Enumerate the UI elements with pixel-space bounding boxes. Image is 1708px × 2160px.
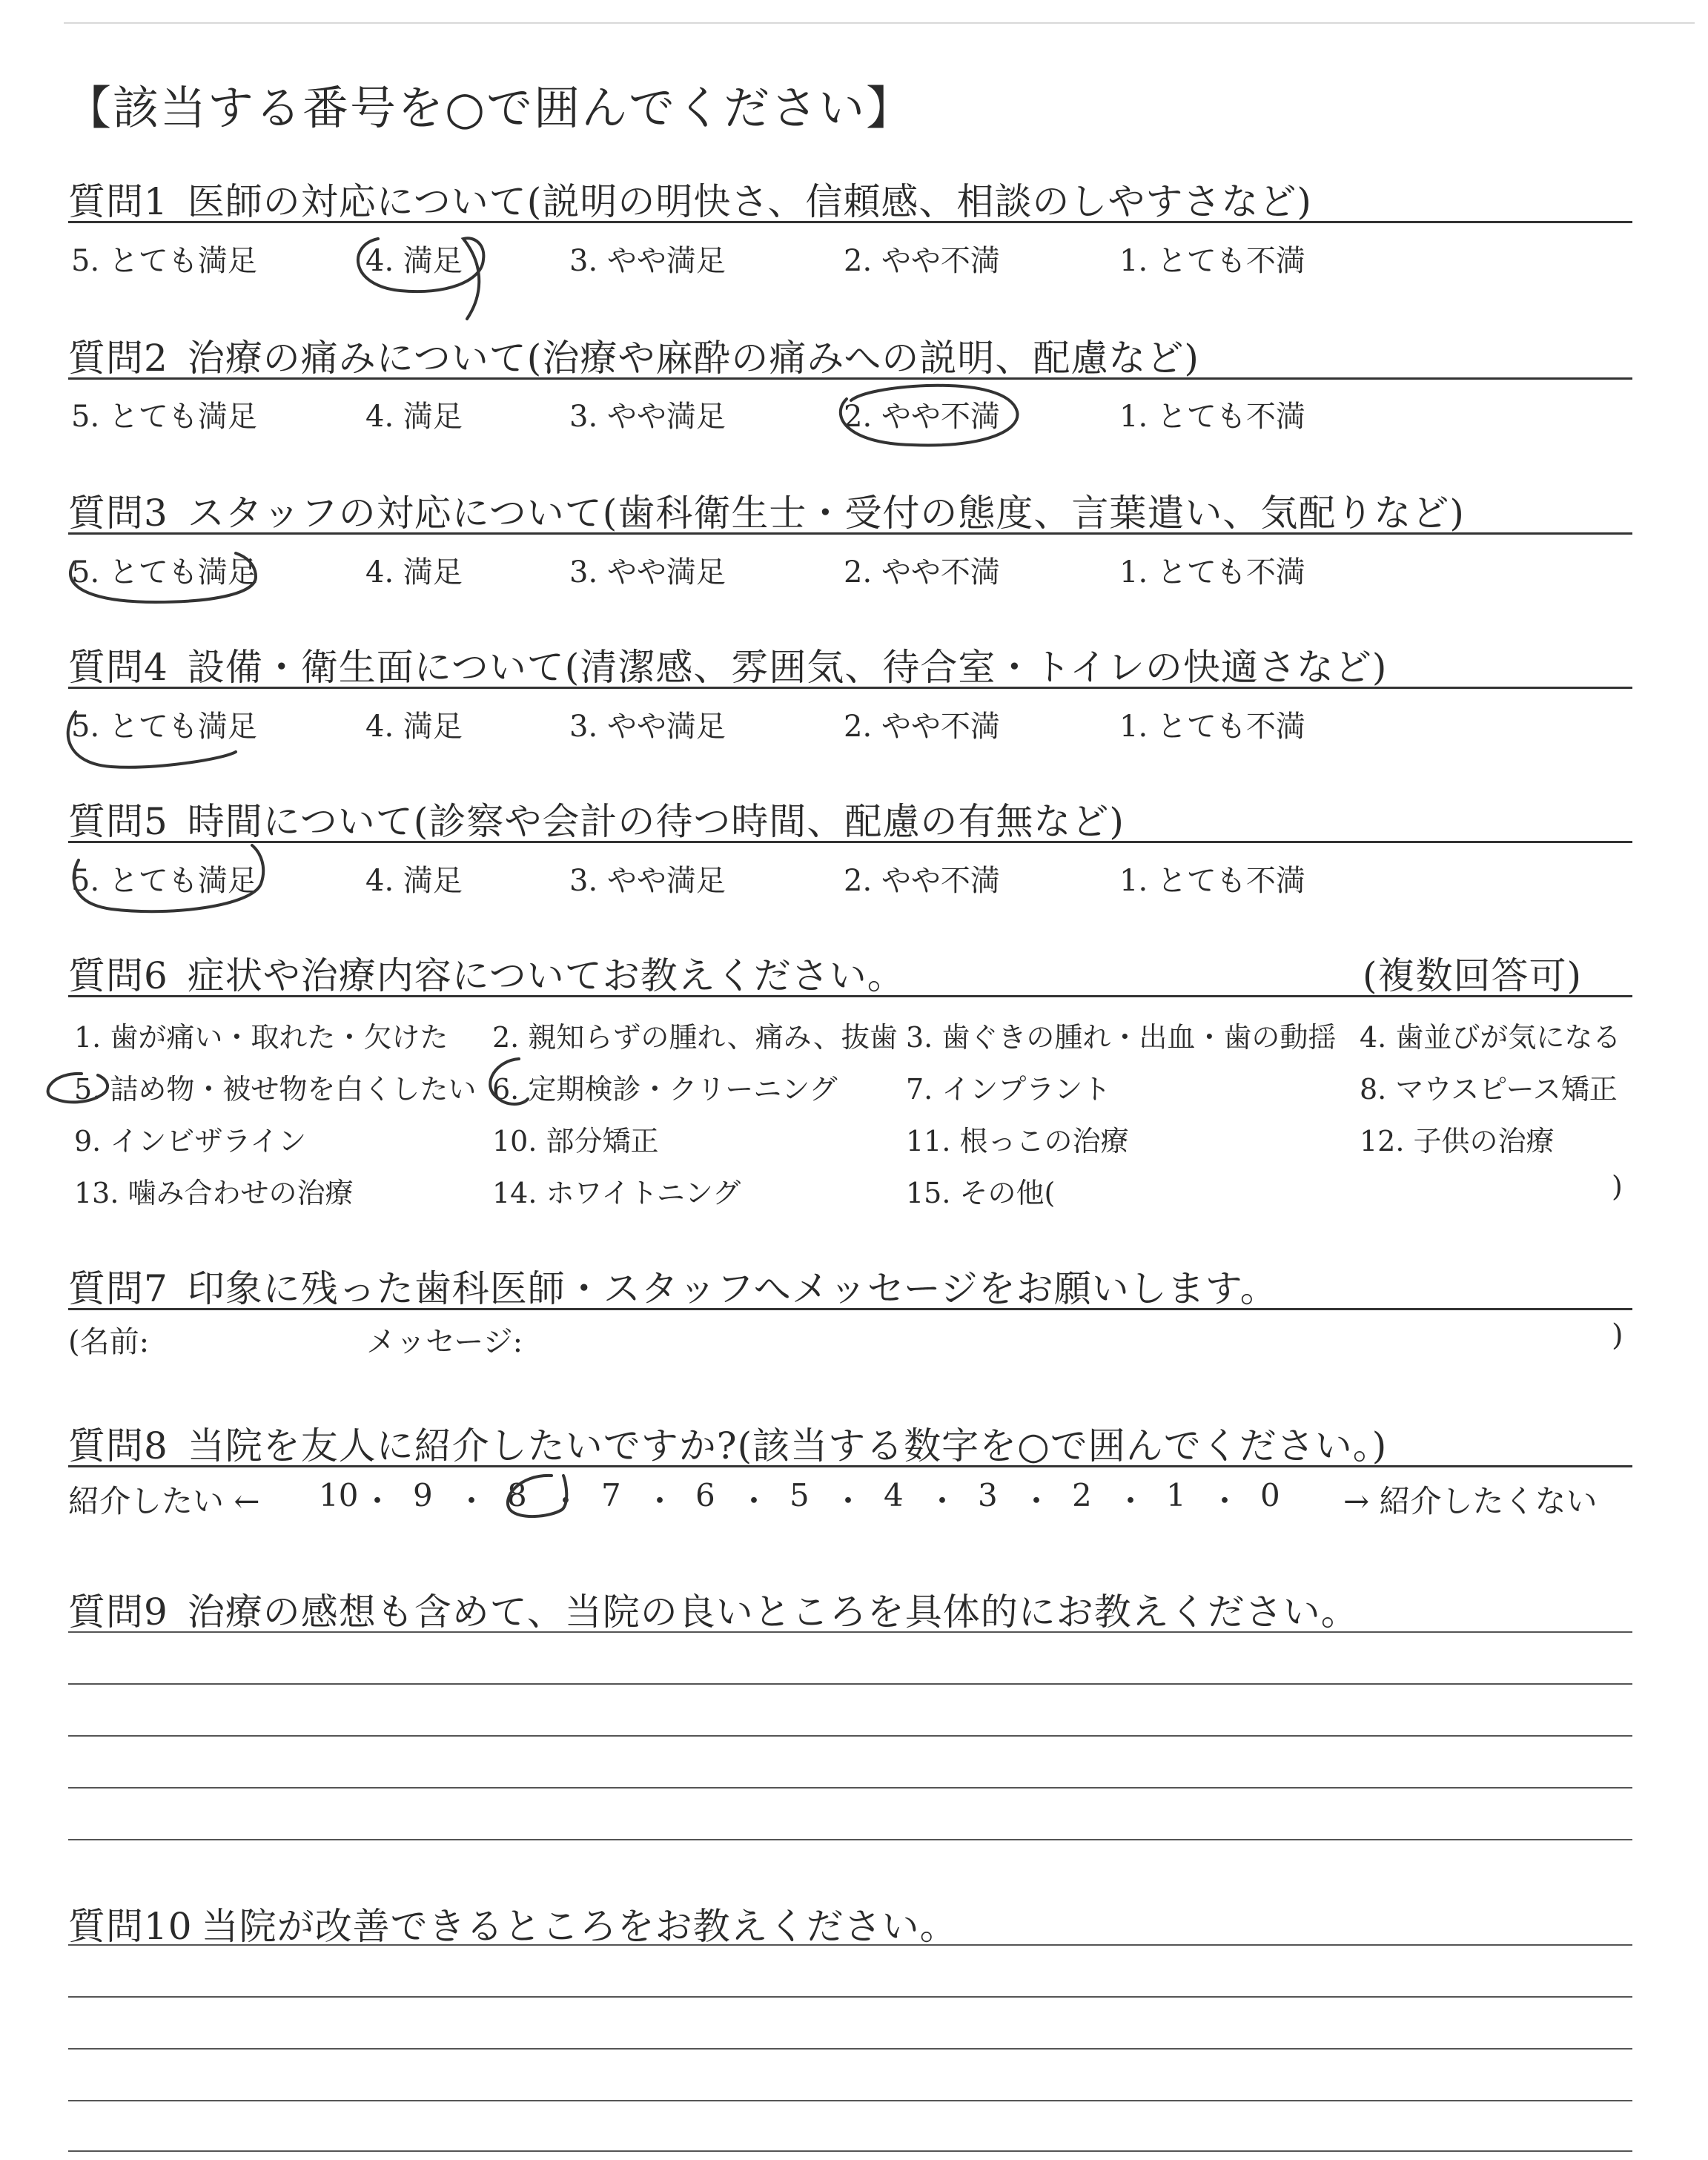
question-number: 質問7 xyxy=(68,1267,168,1310)
question-8-rule xyxy=(68,1465,1632,1467)
q2-option-1[interactable]: 1. とても不満 xyxy=(1119,400,1305,434)
q5-option-1[interactable]: 1. とても不満 xyxy=(1119,864,1305,898)
q9-answer-line[interactable] xyxy=(68,1735,1632,1737)
q9-answer-line[interactable] xyxy=(68,1787,1632,1789)
q1-option-3[interactable]: 3. やや満足 xyxy=(569,244,726,278)
q6-option-11[interactable]: 11. 根っこの治療 xyxy=(906,1125,1129,1157)
instruction-heading: 【該当する番号を○で囲んでください】 xyxy=(65,81,914,135)
scale-option-3[interactable]: 3 xyxy=(978,1477,998,1513)
question-text: 当院が改善できるところをお教えください。 xyxy=(201,1905,958,1948)
q10-answer-line[interactable] xyxy=(68,1944,1632,1946)
q10-answer-line[interactable] xyxy=(68,2150,1632,2152)
top-divider xyxy=(64,22,1695,24)
q6-option-12[interactable]: 12. 子供の治療 xyxy=(1360,1125,1555,1157)
q4-option-1[interactable]: 1. とても不満 xyxy=(1119,710,1305,744)
question-1-rule xyxy=(68,221,1632,223)
q7-close-paren: ) xyxy=(1612,1318,1623,1353)
q9-answer-line[interactable] xyxy=(68,1839,1632,1840)
q6-option-3[interactable]: 3. 歯ぐきの腫れ・出血・歯の動揺 xyxy=(906,1021,1337,1054)
question-number: 質問4 xyxy=(68,646,168,689)
scale-option-2[interactable]: 2 xyxy=(1072,1477,1092,1513)
question-text: スタッフの対応について(歯科衛生士・受付の態度、言葉遣い、気配りなど) xyxy=(187,492,1465,535)
question-number: 質問5 xyxy=(68,800,168,843)
question-1-title xyxy=(68,172,1312,225)
scale-option-4[interactable]: 4 xyxy=(884,1477,904,1513)
message-label: メッセージ: xyxy=(366,1325,523,1359)
q1-option-4[interactable]: 4. 満足 xyxy=(365,244,463,278)
scale-option-5[interactable]: 5 xyxy=(790,1477,810,1513)
q2-option-2[interactable]: 2. やや不満 xyxy=(844,400,1000,434)
q2-option-3[interactable]: 3. やや満足 xyxy=(569,400,726,434)
question-number: 質問6 xyxy=(68,954,168,997)
q3-option-5[interactable]: 5. とても満足 xyxy=(71,555,257,589)
question-text: 印象に残った歯科医師・スタッフへメッセージをお願いします。 xyxy=(187,1267,1278,1310)
q6-option-2[interactable]: 2. 親知らずの腫れ、痛み、抜歯 xyxy=(492,1021,898,1054)
q6-option-7[interactable]: 7. インプラント xyxy=(906,1073,1111,1106)
scale-separator: ・ xyxy=(644,1483,676,1519)
scale-separator: ・ xyxy=(550,1483,582,1519)
q3-option-4[interactable]: 4. 満足 xyxy=(365,555,463,589)
scale-separator: ・ xyxy=(927,1483,959,1519)
q6-option-14[interactable]: 14. ホワイトニング xyxy=(492,1177,741,1209)
q4-option-5[interactable]: 5. とても満足 xyxy=(71,710,257,744)
question-3-rule xyxy=(68,532,1632,535)
q9-answer-line[interactable] xyxy=(68,1683,1632,1685)
question-text: 症状や治療内容についてお教えください。 xyxy=(187,954,905,997)
scale-separator: ・ xyxy=(1209,1483,1241,1519)
question-text: 時間について(診察や会計の待つ時間、配慮の有無など) xyxy=(187,800,1125,843)
question-9-title xyxy=(68,1582,1359,1636)
question-2-rule xyxy=(68,377,1632,380)
question-text: 設備・衛生面について(清潔感、雰囲気、待合室・トイレの快適さなど) xyxy=(187,646,1388,689)
question-number: 質問8 xyxy=(68,1424,168,1467)
question-4-title xyxy=(68,638,1387,691)
q5-option-4[interactable]: 4. 満足 xyxy=(365,864,463,898)
q4-option-3[interactable]: 3. やや満足 xyxy=(569,710,726,744)
recommend-left-label: 紹介したい ← xyxy=(68,1483,260,1519)
q9-answer-line[interactable] xyxy=(68,1631,1632,1633)
question-text: 治療の痛みについて(治療や麻酔の痛みへの説明、配慮など) xyxy=(187,337,1199,380)
q5-option-3[interactable]: 3. やや満足 xyxy=(569,864,726,898)
q10-answer-line[interactable] xyxy=(68,1996,1632,1998)
scale-separator: ・ xyxy=(1115,1483,1147,1519)
q6-option-1[interactable]: 1. 歯が痛い・取れた・欠けた xyxy=(74,1021,448,1054)
q2-option-4[interactable]: 4. 満足 xyxy=(365,400,463,434)
name-label: (名前: xyxy=(68,1325,150,1359)
question-6-rule xyxy=(68,995,1632,997)
q6-option-6[interactable]: 6. 定期検診・クリーニング xyxy=(492,1073,838,1106)
q3-option-2[interactable]: 2. やや不満 xyxy=(844,555,1000,589)
q10-answer-line[interactable] xyxy=(68,2100,1632,2101)
question-number: 質問3 xyxy=(68,492,168,535)
scale-separator: ・ xyxy=(738,1483,770,1519)
question-text: 治療の感想も含めて、当院の良いところを具体的にお教えください。 xyxy=(187,1591,1359,1634)
q5-option-2[interactable]: 2. やや不満 xyxy=(844,864,1000,898)
q6-option-15[interactable]: 15. その他( xyxy=(906,1177,1056,1209)
scale-separator: ・ xyxy=(362,1483,394,1519)
q6-option-10[interactable]: 10. 部分矯正 xyxy=(492,1125,659,1157)
scale-option-1[interactable]: 1 xyxy=(1166,1477,1186,1513)
q6-option-8[interactable]: 8. マウスピース矯正 xyxy=(1360,1073,1618,1106)
question-number: 質問1 xyxy=(68,180,168,223)
question-5-rule xyxy=(68,841,1632,843)
q6-option-13[interactable]: 13. 噛み合わせの治療 xyxy=(74,1177,354,1209)
question-6-title xyxy=(68,946,905,1000)
recommend-right-label: → 紹介したくない xyxy=(1343,1483,1598,1519)
scale-option-10[interactable]: 10 xyxy=(319,1477,359,1513)
q6-option-4[interactable]: 4. 歯並びが気になる xyxy=(1360,1021,1621,1054)
scale-option-6[interactable]: 6 xyxy=(695,1477,715,1513)
q6-option-5[interactable]: 5. 詰め物・被せ物を白くしたい xyxy=(74,1073,477,1106)
question-7-rule xyxy=(68,1308,1632,1310)
question-text: 医師の対応について(説明の明快さ、信頼感、相談のしやすさなど) xyxy=(187,180,1312,223)
q2-option-5[interactable]: 5. とても満足 xyxy=(71,400,257,434)
q10-answer-line[interactable] xyxy=(68,2048,1632,2050)
question-8-title xyxy=(68,1416,1387,1470)
q3-option-1[interactable]: 1. とても不満 xyxy=(1119,555,1305,589)
scale-option-9[interactable]: 9 xyxy=(413,1477,433,1513)
q6-option-9[interactable]: 9. インビザライン xyxy=(74,1125,307,1157)
question-number: 質問2 xyxy=(68,337,168,380)
question-7-title xyxy=(68,1259,1278,1312)
q4-option-4[interactable]: 4. 満足 xyxy=(365,710,463,744)
question-2-title xyxy=(68,328,1199,382)
question-5-title xyxy=(68,792,1125,845)
scale-separator: ・ xyxy=(1021,1483,1053,1519)
scale-separator: ・ xyxy=(456,1483,488,1519)
question-4-rule xyxy=(68,687,1632,689)
question-10-title xyxy=(68,1897,958,1950)
scale-option-7[interactable]: 7 xyxy=(601,1477,621,1513)
question-number: 質問9 xyxy=(68,1591,168,1634)
q1-option-5[interactable]: 5. とても満足 xyxy=(71,244,257,278)
q1-option-2[interactable]: 2. やや不満 xyxy=(844,244,1000,278)
q4-option-2[interactable]: 2. やや不満 xyxy=(844,710,1000,744)
question-text: 当院を友人に紹介したいですか?(該当する数字を○で囲んでください。) xyxy=(187,1424,1388,1467)
scale-option-8[interactable]: 8 xyxy=(507,1477,527,1513)
scale-separator: ・ xyxy=(833,1483,864,1519)
question-number: 質問10 xyxy=(68,1905,193,1948)
q3-option-3[interactable]: 3. やや満足 xyxy=(569,555,726,589)
q1-option-1[interactable]: 1. とても不満 xyxy=(1119,244,1305,278)
question-3-title xyxy=(68,483,1465,537)
q6-other-close-paren: ) xyxy=(1612,1170,1623,1203)
multiple-answer-note: (複数回答可) xyxy=(1363,954,1583,997)
scale-option-0[interactable]: 0 xyxy=(1260,1477,1280,1513)
q5-option-5[interactable]: 5. とても満足 xyxy=(71,864,257,898)
